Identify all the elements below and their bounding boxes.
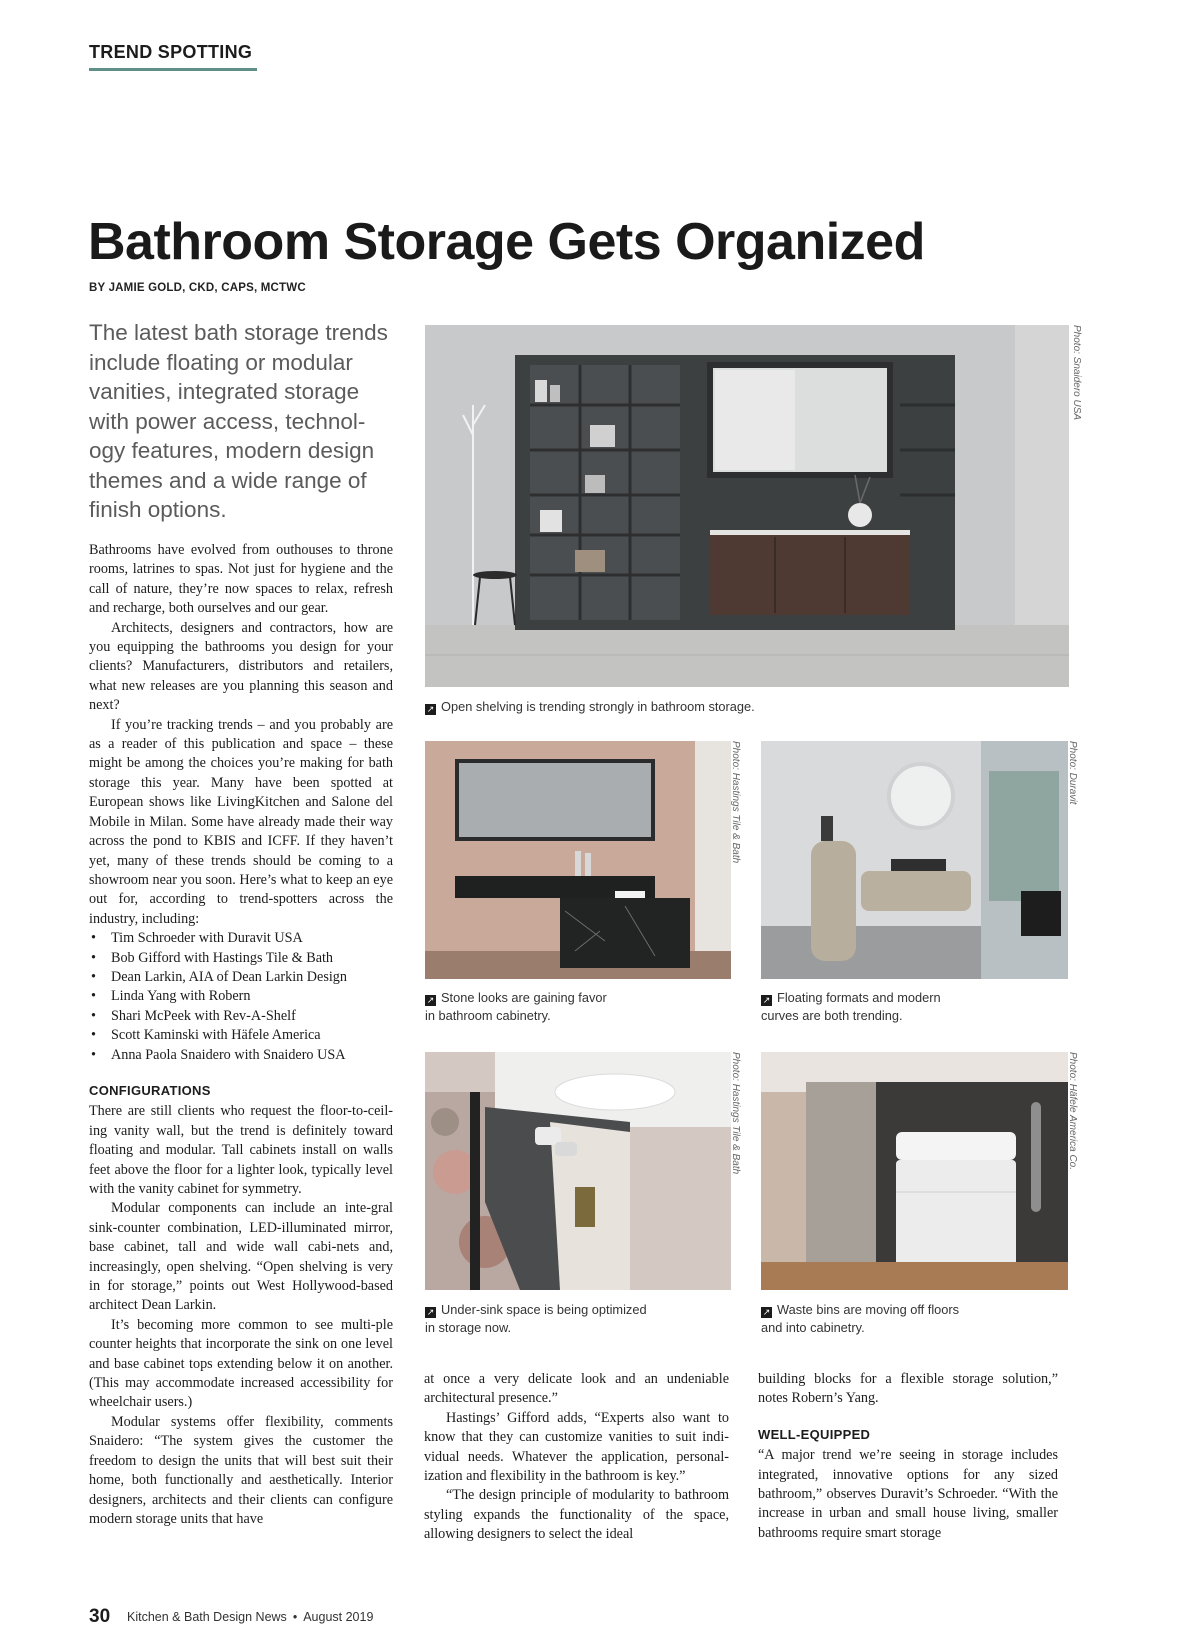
body-column-1: [89, 541, 393, 1529]
body-paragraph: Hastings’ Gifford adds, “Experts also want to know that they can customize vanities to suit indi-vidual needs. Whatever the application, personal-ization and flexibility in the bathroom is key.”: [424, 1409, 729, 1485]
photo-open-shelving: [425, 325, 1069, 687]
subhead-well-equipped: WELL-EQUIPPED: [758, 1426, 871, 1442]
page-number: 30: [89, 1606, 111, 1627]
article-title: Bathroom Storage Gets Organized: [88, 213, 925, 271]
arrow-box-icon: ↗: [762, 1307, 771, 1317]
photo-credit: Photo: Snaidero USA: [1071, 325, 1082, 421]
photo-caption: ↗ Waste bins are moving off floors and into cabinetry.: [761, 1302, 960, 1335]
photo-caption: ↗ Floating formats and modern curves are both trending.: [761, 990, 941, 1023]
body-column-3: [758, 1370, 1058, 1543]
photo-waste-bin: [761, 1052, 1068, 1290]
photo-caption: ↗ Stone looks are gaining favor in bathroom cabinetry.: [425, 990, 607, 1023]
photo-floating-vanity: [761, 741, 1068, 979]
photo-undersink-drawer: [425, 1052, 731, 1290]
photo-credit: Photo: Hastings Tile & Bath: [730, 1052, 741, 1175]
section-underline: [89, 68, 257, 71]
list-item: • Tim Schroeder with Duravit USA: [89, 929, 393, 948]
body-paragraph: Bathrooms have evolved from outhouses to throne rooms, latrines to spas. Not just for hygiene and the call of nature, they’re now spaces to relax, refresh and recharge, both ourselves and our gear.: [89, 542, 393, 617]
article-deck: The latest bath storage trends include floating or modular vanities, integrated storage with power access, technol-ogy features, modern design themes and a wide range of finish options.: [89, 320, 388, 522]
list-item: • Linda Yang with Robern: [89, 987, 393, 1006]
photo-caption: ↗ Open shelving is trending strongly in bathroom storage.: [426, 699, 755, 714]
body-paragraph: Modular components can include an inte-gral sink-counter combination, LED-illuminated mirror, base cabinet, tall and wide wall cabi-nets and, increasingly, open shelving. “Open shelving is very in for storage,” points out West Hollywood-based architect Dean Larkin.: [89, 1200, 393, 1314]
publication-footer: [127, 1610, 373, 1624]
body-paragraph: It’s becoming more common to see multi-ple counter heights that incorporate the sink on one level and base cabinet tops extending below it on another. (This may accommodate increased accessibility for wheelchair users.): [89, 1316, 393, 1411]
arrow-box-icon: ↗: [762, 995, 771, 1005]
issue-date: August 2019: [303, 1610, 374, 1624]
body-paragraph: If you’re tracking trends – and you probably are as a reader of this publication and space – these might be among the choices you’re making for bath storage this year. Many have been spotted at European shows like LivingKitchen and Salone del Mobile in Milan. Some have already made their way across the pond to KBIS and ICFF. If they haven’t yet, many of these trends should be coming to a showroom near you soon. Here’s what to keep an eye out for, according to trend-spotters across the industry, including:: [89, 716, 393, 927]
list-item: • Bob Gifford with Hastings Tile & Bath: [89, 949, 393, 968]
section-label: TREND SPOTTING: [89, 42, 253, 62]
body-paragraph: building blocks for a flexible storage solution,” notes Robern’s Yang.: [758, 1371, 1058, 1407]
photo-credit: Photo: Duravit: [1067, 741, 1078, 805]
publication-name: Kitchen & Bath Design News: [127, 1610, 287, 1624]
photo-credit: Photo: Hastings Tile & Bath: [730, 741, 741, 864]
body-paragraph: at once a very delicate look and an undeniable architectural presence.”: [424, 1371, 729, 1407]
footer-separator: •: [292, 1610, 298, 1624]
list-item: • Scott Kaminski with Häfele America: [89, 1026, 393, 1045]
list-item: • Shari McPeek with Rev-A-Shelf: [89, 1007, 393, 1026]
body-paragraph: Architects, designers and contractors, how are you equipping the bathrooms you design for your clients? Manufacturers, distributors and retailers, what new releases are you planning this season and next?: [89, 619, 393, 714]
list-item: • Anna Paola Snaidero with Snaidero USA: [89, 1046, 393, 1065]
byline: BY JAMIE GOLD, CKD, CAPS, MCTWC: [89, 282, 306, 294]
photo-caption: ↗ Under-sink space is being optimized in storage now.: [425, 1302, 647, 1335]
photo-credit: Photo: Häfele America Co.: [1067, 1052, 1078, 1171]
arrow-box-icon: ↗: [426, 704, 435, 714]
body-paragraph: Modular systems offer flexibility, comments Snaidero: “The system gives the customer the freedom to design the units that will best suit their home, both functionally and aesthetically. Interior designers, architects and their clients can configure modern storage units that have: [89, 1413, 393, 1527]
list-item: • Dean Larkin, AIA of Dean Larkin Design: [89, 968, 393, 987]
arrow-box-icon: ↗: [426, 1307, 435, 1317]
body-paragraph: “A major trend we’re seeing in storage includes integrated, innovative options for any sized bathroom,” observes Duravit’s Schroeder. “With the increase in urban and small house living, smaller bathrooms require smart storage: [758, 1447, 1058, 1541]
body-paragraph: There are still clients who request the floor-to-ceil-ing vanity wall, but the trend is definitely toward floating and modular. Tall cabinets install on walls feet above the floor for a lighter look, typically level with the vanity cabinet for symmetry.: [89, 1103, 393, 1197]
sources-list: [89, 929, 393, 1065]
body-column-2: [424, 1370, 729, 1545]
body-paragraph: “The design principle of modularity to bathroom styling expands the functionality of the space, allowing designers to select the ideal: [424, 1487, 729, 1543]
subhead-configurations: CONFIGURATIONS: [89, 1082, 211, 1098]
photo-stone-vanity: [425, 741, 731, 979]
arrow-box-icon: ↗: [426, 995, 435, 1005]
